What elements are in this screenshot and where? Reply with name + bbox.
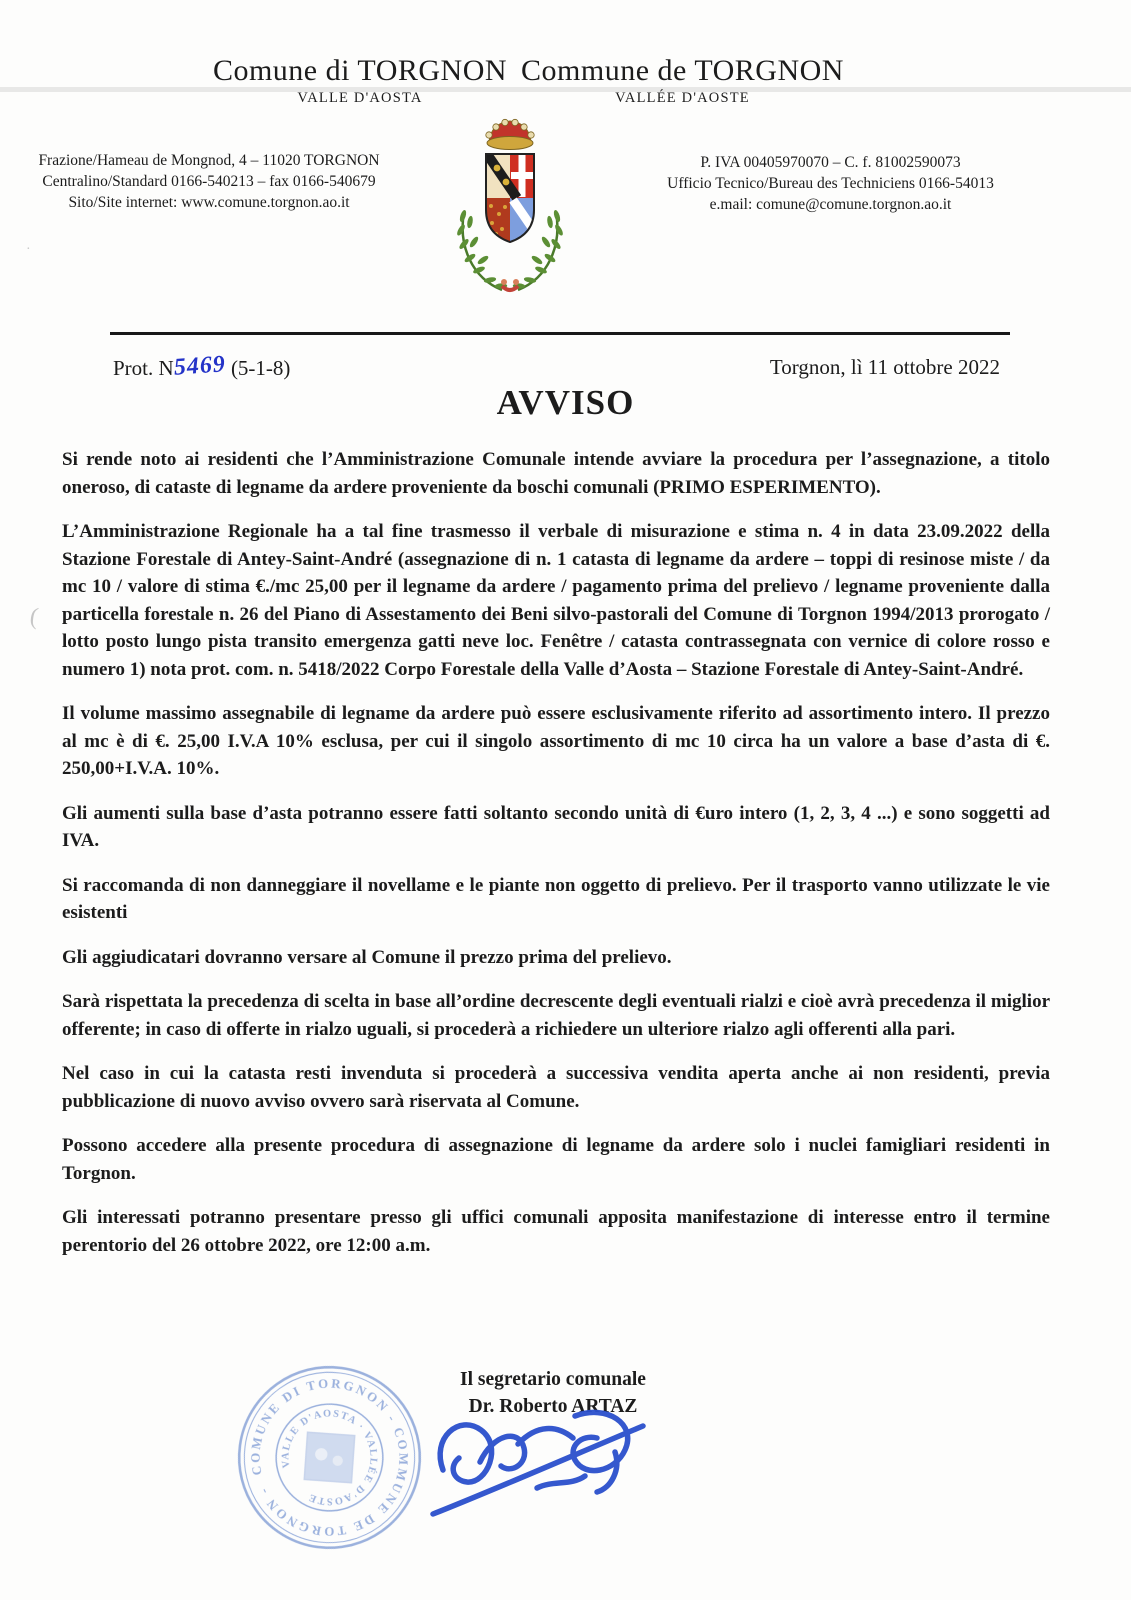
scan-artifact-mark: ·	[26, 242, 31, 257]
phone-line: Centralino/Standard 0166-540213 – fax 0166-540679	[42, 173, 376, 190]
notice-body	[62, 446, 1050, 1259]
signatory-role: Il segretario comunale	[460, 1369, 646, 1390]
notice-title: AVVISO	[496, 383, 635, 422]
handwritten-signature-icon	[425, 1392, 675, 1532]
scan-artifact-mark: (	[28, 603, 40, 631]
crown-icon	[486, 119, 534, 149]
torgnon-coat-of-arms-icon	[448, 110, 572, 302]
protocol-prefix: Prot. N	[113, 356, 174, 380]
paragraph: Si rende noto ai residenti che l’Amministrazione Comunale intende avviare la procedura per l’assegnazione, a titolo oneroso, di cataste di legname da ardere proveniente da boschi comunali (PRIMO ESPERIMENTO).	[62, 449, 1050, 498]
protocol-number	[113, 351, 291, 382]
contact-info-right	[628, 152, 1033, 215]
signatory-name: Dr. Roberto ARTAZ	[468, 1396, 638, 1417]
vat-line: P. IVA 00405970070 – C. f. 81002590073	[700, 154, 961, 171]
email-line: e.mail: comune@comune.torgnon.ao.it	[709, 196, 952, 213]
contact-info-left	[14, 150, 404, 213]
address-line: Frazione/Hameau de Mongnod, 4 – 11020 TORGNON	[38, 152, 380, 169]
paragraph: Possono accedere alla presente procedura di assegnazione di legname da ardere solo i nuclei famigliari residenti in Torgnon.	[62, 1135, 1050, 1184]
protocol-handwritten-number: 5469	[172, 351, 227, 381]
paragraph: Si raccomanda di non danneggiare il novellame e le piante non oggetto di prelievo. Per il trasporto vanno utilizzate le vie esistenti	[62, 874, 1050, 923]
stamp-outer-text: COMUNE DI TORGNON - COMMUNE DE TORGNON -	[248, 1376, 411, 1539]
office-line: Ufficio Tecnico/Bureau des Techniciens 0166-54013	[667, 175, 994, 192]
header-subtitle-italian: VALLE D'AOSTA	[297, 90, 423, 106]
place-date: Torgnon, lì 11 ottobre 2022	[769, 355, 1000, 379]
ribbon-icon	[502, 286, 518, 290]
header-subtitle-french: VALLÉE D'AOSTE	[615, 90, 750, 106]
paragraph: Gli aggiudicatari dovranno versare al Comune il prezzo prima del prelievo.	[62, 946, 672, 968]
protocol-suffix: (5-1-8)	[230, 356, 291, 380]
paragraph: Il volume massimo assegnabile di legname da ardere può essere esclusivamente riferito ad assortimento intero. Il prezzo al mc è di €. 25,00 I.V.A 10% esclusa, per cui il singolo assortimento di mc 10 circa ha un valore a base d’asta di €. 250,00+I.V.A. 10%.	[62, 703, 1050, 779]
header-title-french: Commune de TORGNON	[521, 54, 844, 87]
paragraph: Nel caso in cui la catasta resti invenduta si procederà a successiva vendita aperta anche ai non residenti, previa pubblicazione di nuovo avviso ovvero sarà riservata al Comune.	[62, 1063, 1050, 1112]
divider-rule	[110, 332, 1010, 335]
paragraph: Gli aumenti sulla base d’asta potranno essere fatti soltanto secondo unità di €uro intero (1, 2, 3, 4 ...) e sono soggetti ad IVA.	[62, 802, 1050, 851]
header-title-italian: Comune di TORGNON	[212, 54, 508, 87]
website-line: Sito/Site internet: www.comune.torgnon.ao.it	[68, 194, 350, 211]
paragraph: L’Amministrazione Regionale ha a tal fine trasmesso il verbale di misurazione e stima n. 4 in data 23.09.2022 della Stazione Forestale di Antey-Saint-André (assegnazione di n. 1 catasta di legname da ardere – toppi di resinose miste / da mc 10 / valore di stima €./mc 25,00 per il legname da ardere / pagamento prima del prelievo / legname proveniente dalla particella forestale n. 26 del Piano di Assestamento dei Beni silvo-pastorali del Comune di Torgnon 1994/2013 prorogato / lotto posto lungo pista transito emergenza gatti neve loc. Fenêtre / catasta contrassegnata con vernice di colore rosso e numero 1) nota prot. com. n. 5418/2022 Corpo Forestale della Valle d’Aosta – Stazione Forestale di Antey-Saint-André.	[62, 521, 1050, 680]
paragraph: Sarà rispettata la precedenza di scelta in base all’ordine decrescente degli eventuali rialzi e cioè avrà precedenza il miglior offerente; in caso di offerte in rialzo uguali, si procederà a richiedere un ulteriore rialzo agli offerenti alla pari.	[62, 991, 1050, 1040]
paragraph: Gli interessati potranno presentare presso gli uffici comunali apposita manifestazione di interesse entro il termine perentorio del 26 ottobre 2022, ore 12:00 a.m.	[62, 1207, 1050, 1256]
stamp-inner-text: VALLE D'AOSTA · VALLÉE D'AOSTE	[280, 1408, 379, 1507]
